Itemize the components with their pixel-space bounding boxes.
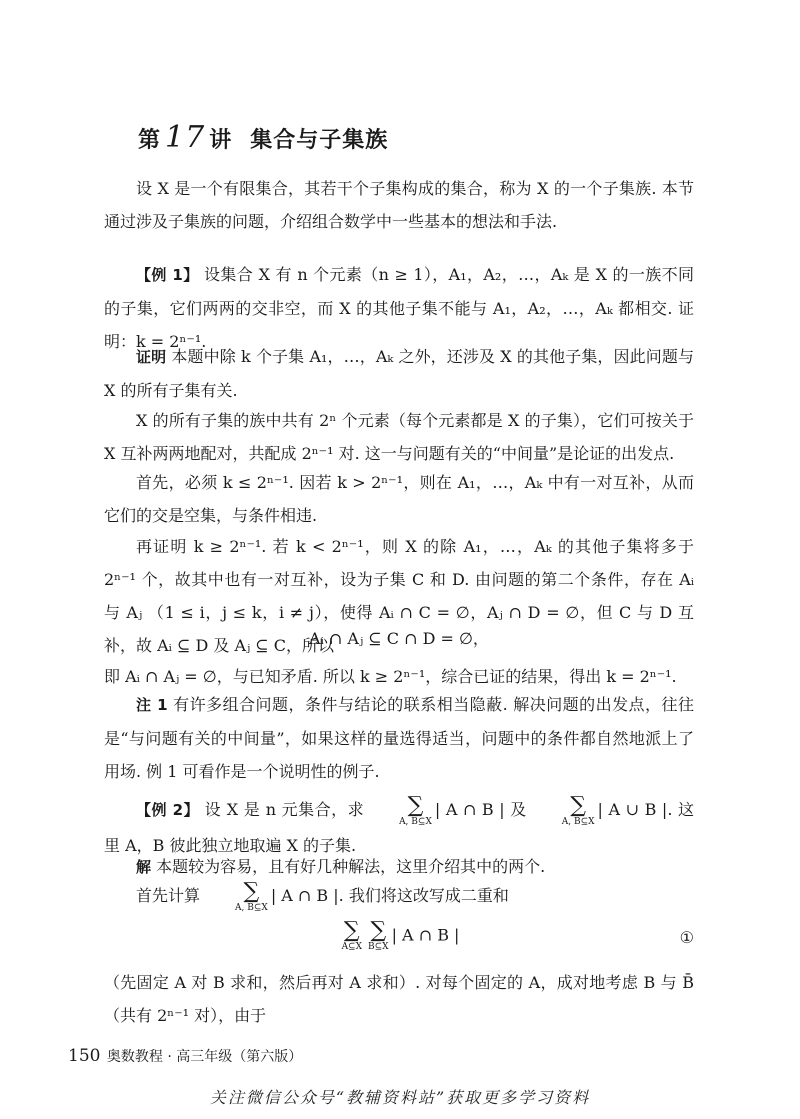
sum-symbol (203, 878, 268, 913)
sum-term-union: | A ∪ B | (597, 800, 668, 819)
sum-symbol (342, 920, 362, 952)
calc-term: | A ∩ B | (270, 886, 339, 905)
example-1-text: 设集合 X 有 n 个元素（n ≥ 1），A₁，A₂，…，Aₖ 是 X 的一族不同的子集，它们两两的交非空，而 X 的其他子集不能与 A₁，A₂，…，Aₖ 都相交. 证明：k = 2ⁿ⁻¹. (104, 265, 694, 351)
sum-symbol (530, 792, 595, 827)
example-1-label: 【例 1】 (136, 266, 199, 284)
formula-intersection: Aᵢ ∩ Aⱼ ⊆ C ∩ D = ∅， (309, 629, 489, 648)
proof-text-1: 本题中除 k 个子集 A₁，…，Aₖ 之外，还涉及 X 的其他子集，因此问题与 X 的所有子集有关. (104, 347, 694, 400)
calc-text-2: . 我们将这改写成二重和 (338, 886, 509, 905)
book-title: 奥数教程 · 高三年级（第六版） (106, 1049, 303, 1065)
sigma-glyph: ∑ (343, 918, 360, 943)
note-1-text: 有许多组合问题，条件与结论的联系相当隐蔽. 解决问题的出发点，往往是“与问题有关的中间量”，如果这样的量选得适当，问题中的条件都自然地派上了用场. 例 1 可看作是一个说明性的例子. (104, 695, 694, 781)
calc-text-1: 首先计算 (136, 886, 201, 905)
proof-conclusion: 即 Aᵢ ∩ Aⱼ = ∅，与已知矛盾. 所以 k ≥ 2ⁿ⁻¹，综合已证的结果，得出 k = 2ⁿ⁻¹. (104, 667, 677, 686)
proof-paragraph-3: 首先，必须 k ≤ 2ⁿ⁻¹. 因若 k > 2ⁿ⁻¹，则在 A₁，…，Aₖ 中有一对互补，从而它们的交是空集，与条件相违. (104, 473, 694, 525)
sum-subscript: A, B⊆X (399, 816, 432, 827)
calc-paragraph (104, 878, 694, 914)
page-footer (68, 1046, 302, 1066)
solution-text: 本题较为容易，且有好几种解法，这里介绍其中的两个. (156, 857, 546, 876)
example-2-text-3: . 这里 A，B 彼此独立地取遍 X 的子集. (104, 800, 694, 855)
title-prefix: 第 (138, 128, 162, 153)
proof-paragraph-2: X 的所有子集的族中共有 2ⁿ 个元素（每个元素都是 X 的子集），它们可按关于 X 互补两两地配对，共配成 2ⁿ⁻¹ 对. 这一与问题有关的“中间量”是论证的出发点. (104, 411, 694, 463)
sigma-glyph: ∑ (370, 918, 387, 943)
proof-label: 证明 (136, 348, 167, 366)
double-sum-formula (104, 920, 694, 952)
final-paragraph: （先固定 A 对 B 求和，然后再对 A 求和）. 对每个固定的 A，成对地考虑 B 与 B̄（共有 2ⁿ⁻¹ 对），由于 (104, 973, 694, 1025)
page-number: 150 (68, 1046, 101, 1066)
solution-label: 解 (136, 858, 152, 876)
title-suffix: 讲 (209, 128, 233, 153)
double-sum-term: | A ∩ B | (391, 925, 460, 945)
example-2-text-2: 及 (510, 800, 527, 819)
sum-subscript: A, B⊆X (235, 902, 268, 913)
lecture-number: 17 (165, 120, 206, 155)
sum-subscript-b: B⊆X (368, 942, 389, 952)
sum-term-intersection: | A ∩ B | (434, 800, 505, 819)
note-1 (104, 688, 694, 788)
example-2-label: 【例 2】 (136, 801, 200, 819)
example-2-text-1: 设 X 是 n 元集合，求 (204, 800, 365, 819)
lecture-title (138, 120, 388, 155)
proof-paragraph-1 (104, 340, 694, 407)
intro-paragraph: 设 X 是一个有限集合，其若干个子集构成的集合，称为 X 的一个子集族. 本节通过涉及子集族的问题，介绍组合数学中一些基本的想法和手法. (104, 179, 694, 231)
sum-subscript: A, B⊆X (561, 816, 595, 827)
watermark-note: 关注微信公众号“教辅资料站”获取更多学习资料 (209, 1088, 591, 1107)
note-1-label: 注 1 (136, 696, 168, 714)
lecture-topic: 集合与子集族 (250, 128, 389, 153)
sigma-glyph: ∑ (407, 792, 424, 818)
sum-subscript-a: A⊆X (341, 942, 363, 952)
sigma-glyph: ∑ (570, 792, 586, 818)
sum-symbol (367, 792, 432, 827)
equation-number: ① (679, 928, 694, 947)
sum-symbol (368, 920, 389, 952)
proof-paragraph-4: 再证明 k ≥ 2ⁿ⁻¹. 若 k < 2ⁿ⁻¹，则 X 的除 A₁，…，Aₖ 的其他子集将多于 2ⁿ⁻¹ 个，故其中也有一对互补，设为子集 C 和 D. 由问题的第二个条件，存在 Aᵢ 与 Aⱼ （1 ≤ i，j ≤ k，i ≠ j），使得 Aᵢ ∩ C = ∅，Aⱼ ∩ D = ∅，但 C 与 D 互补，故 Aᵢ ⊆ D 及 Aⱼ ⊆ C，所以 (104, 537, 694, 655)
sigma-glyph: ∑ (243, 878, 260, 904)
